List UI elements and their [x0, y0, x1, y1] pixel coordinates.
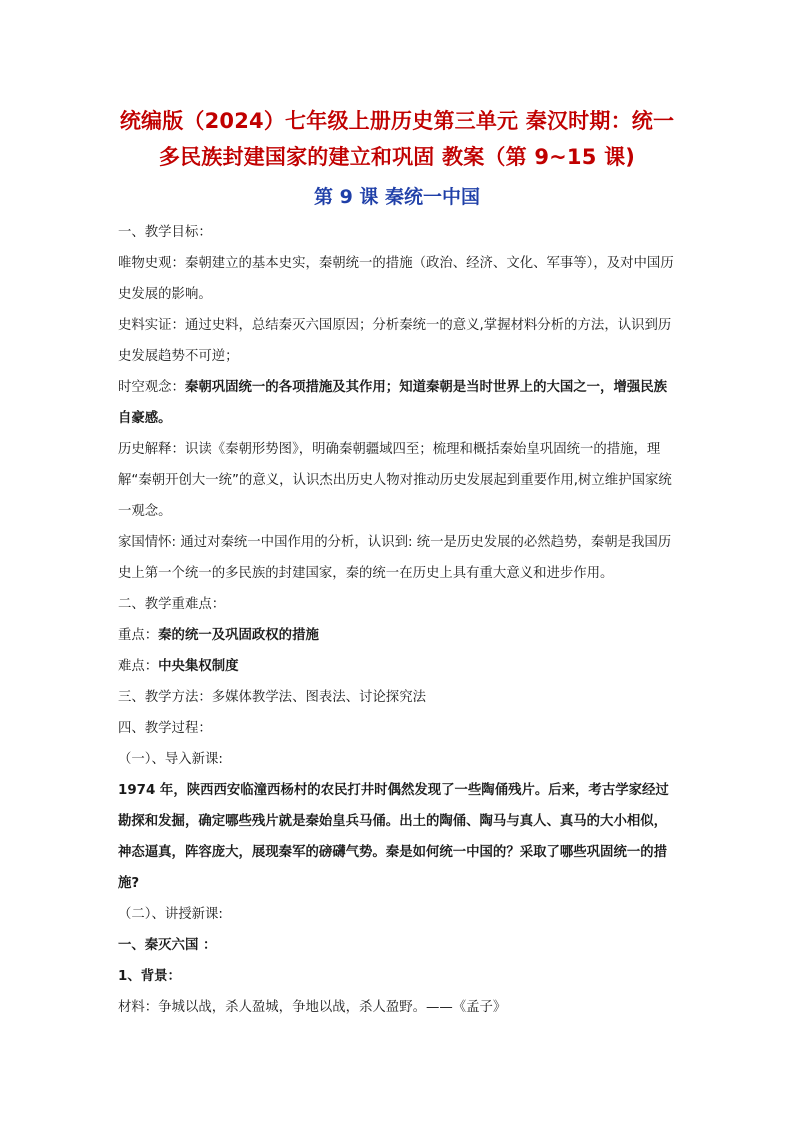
objective-materialism: 唯物史观：秦朝建立的基本史实，秦朝统一的措施（政治、经济、文化、军事等），及对中国历史发展的影响。 — [118, 256, 674, 302]
document-title-line-1: 统编版（2024）七年级上册历史第三单元 秦汉时期：统一 — [119, 109, 675, 133]
material-quote: 材料：争城以战，杀人盈城，争地以战，杀人盈野。——《孟子》 — [118, 1000, 507, 1015]
objective-patriotism: 家国情怀: 通过对秦统一中国作用的分析，认识到: 统一是历史发展的必然趋势，秦朝是我国历史上第一个统一的多民族的封建国家，秦的统一在历史上具有重大意义和进步作用。 — [118, 535, 672, 581]
key-point — [118, 620, 676, 651]
lesson-title: 第 9 课 秦统一中国 — [313, 186, 481, 208]
section-heading-methods: 三、教学方法：多媒体教学法、图表法、讨论探究法 — [118, 690, 426, 705]
subheading-qin-conquers: 一、秦灭六国 ： — [118, 938, 217, 953]
key-point-label: 重点： — [118, 628, 159, 643]
objective-spacetime-text: 秦朝巩固统一的各项措施及其作用；知道秦朝是当时世界上的大国之一，增强民族自豪感。 — [118, 380, 668, 426]
subheading-introduction: （一）、导入新课: — [118, 752, 223, 767]
key-point-text: 秦的统一及巩固政权的措施 — [158, 628, 319, 643]
objective-spacetime — [118, 372, 676, 434]
section-heading-keypoints: 二、教学重难点： — [118, 597, 226, 612]
section-heading-objectives: 一、教学目标： — [118, 225, 212, 240]
difficult-point-text: 中央集权制度 — [158, 659, 239, 674]
objective-interpretation: 历史解释：识读《秦朝形势图》，明确秦朝疆域四至；梳理和概括秦始皇巩固统一的措施，理解“秦朝开创大一统”的意义，认识杰出历史人物对推动历史发展起到重要作用,树立维护国家统一观念。 — [118, 442, 672, 519]
objective-evidence: 史料实证：通过史料，总结秦灭六国原因；分析秦统一的意义,掌握材料分析的方法，认识到历史发展趋势不可逆； — [118, 318, 672, 364]
document-title — [118, 103, 676, 175]
difficult-point-label: 难点： — [118, 659, 159, 674]
objective-spacetime-label: 时空观念： — [118, 380, 185, 395]
difficult-point — [118, 651, 676, 682]
introduction-paragraph: 1974 年，陕西西安临潼西杨村的农民打井时偶然发现了一些陶俑残片。后来，考古学家经过勘探和发掘，确定哪些残片就是秦始皇兵马俑。出土的陶俑、陶马与真人、真马的大小相似，神态逼真，阵容庞大，展现秦军的磅礴气势。秦是如何统一中国的？采取了哪些巩固统一的措施? — [118, 783, 669, 891]
document-title-line-2: 多民族封建国家的建立和巩固 教案（第 9~15 课) — [158, 145, 636, 169]
subheading-new-lesson: （二）、讲授新课: — [118, 907, 223, 922]
section-heading-process: 四、教学过程： — [118, 721, 212, 736]
subheading-background: 1、背景： — [118, 969, 181, 984]
document-body — [118, 217, 676, 1023]
